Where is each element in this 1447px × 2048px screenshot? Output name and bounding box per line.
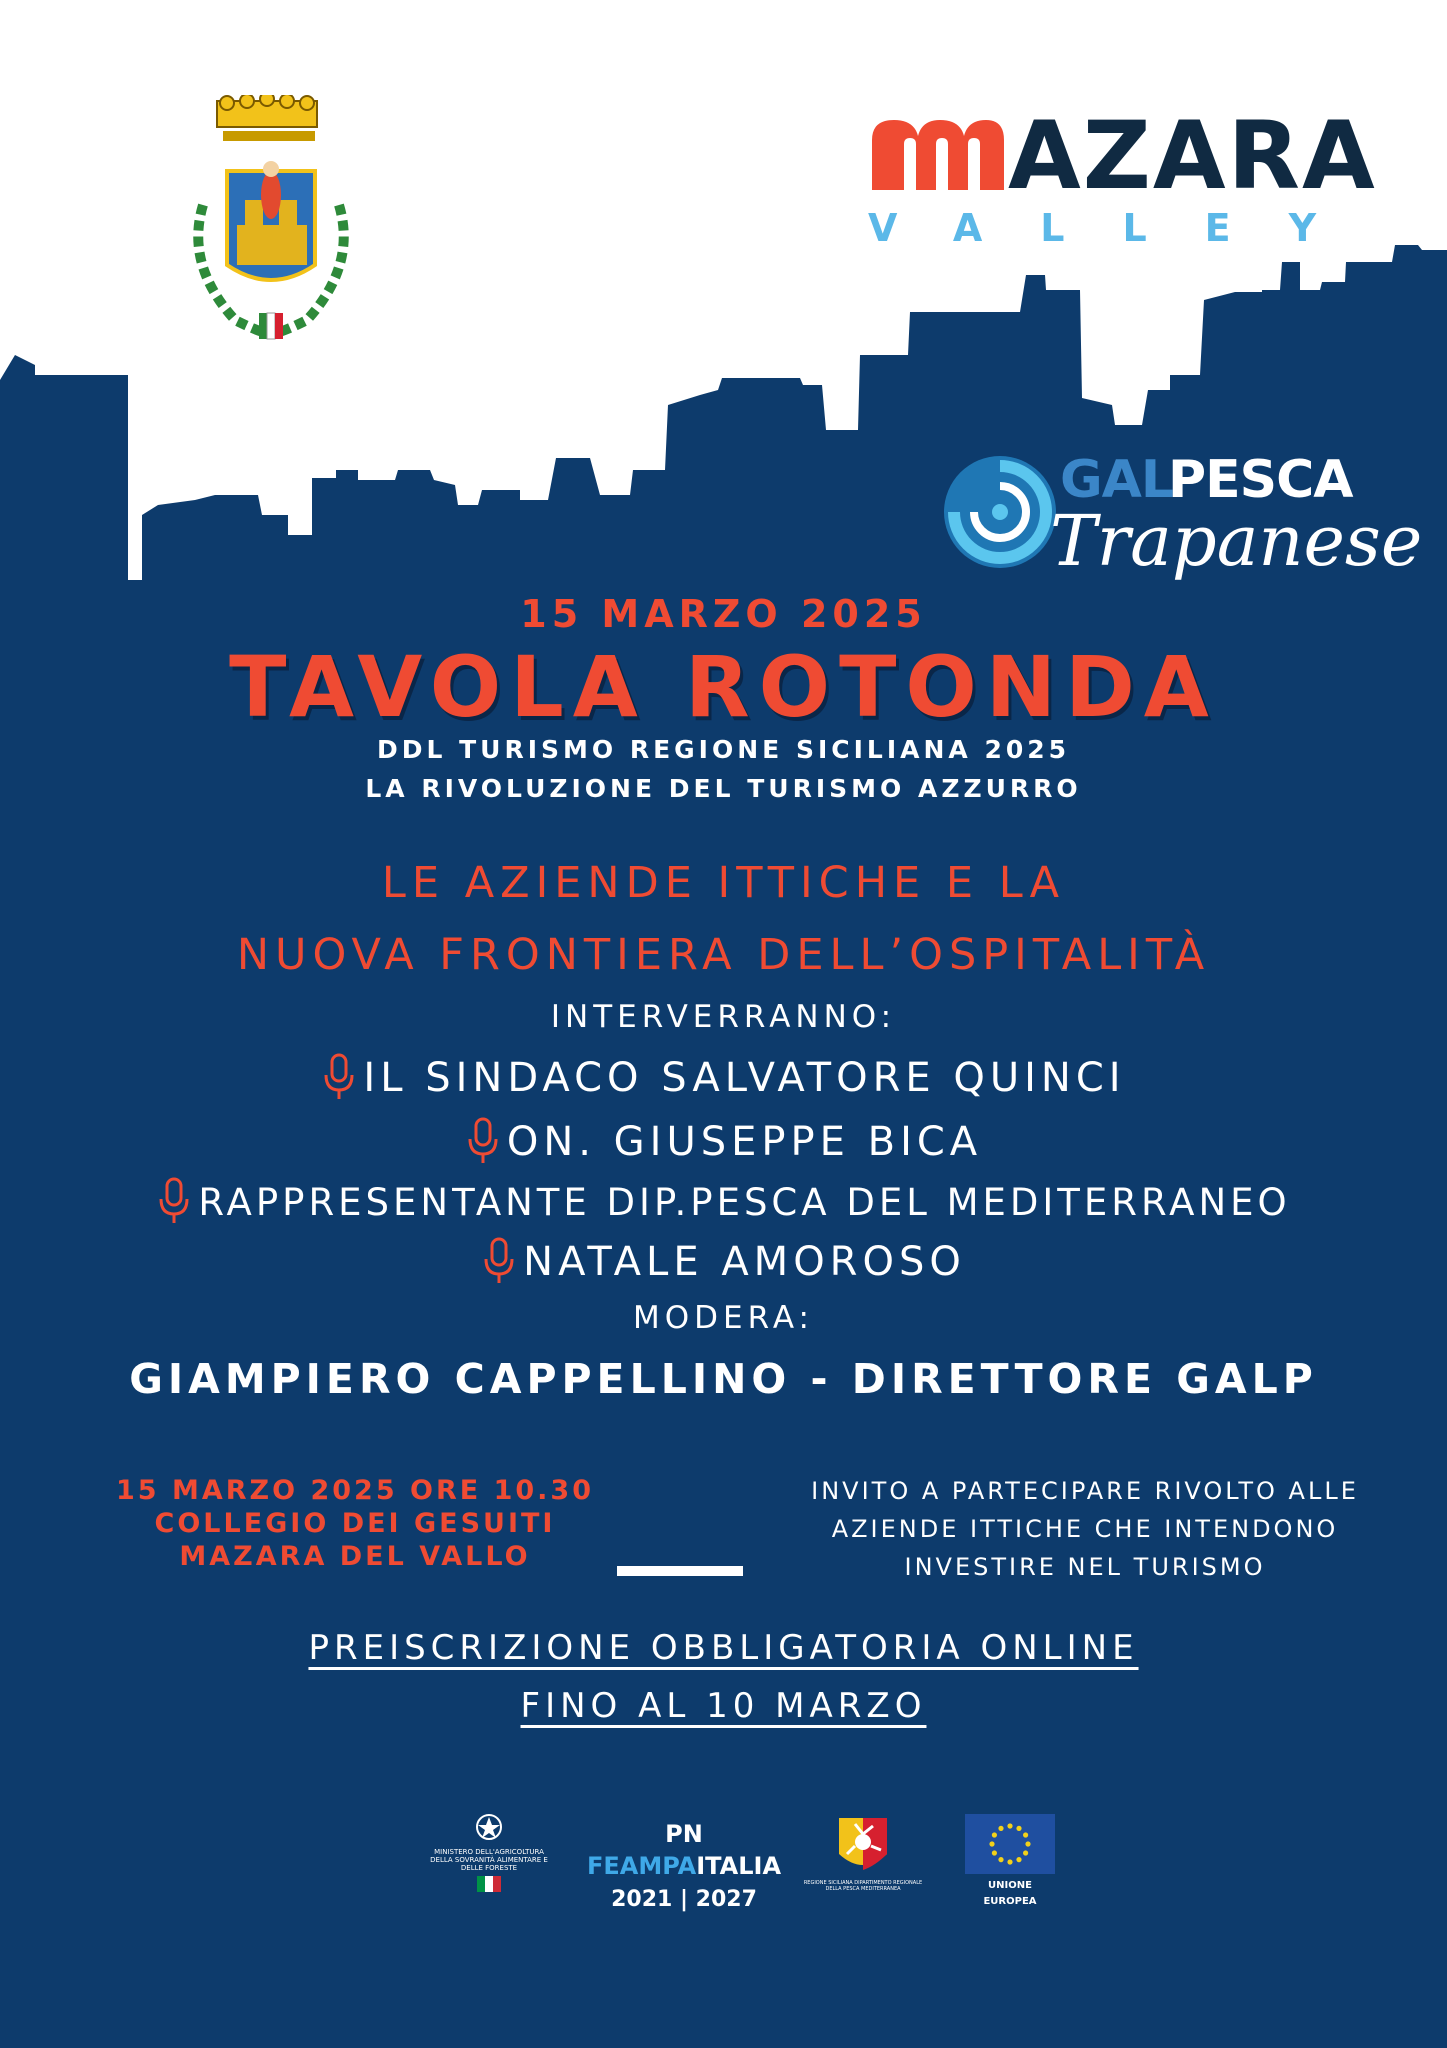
feampa-italia-text: ITALIA: [696, 1852, 782, 1880]
speakers-label: INTERVERRANNO:: [550, 999, 897, 1035]
theme-line-1: LE AZIENDE ITTICHE E LA: [381, 858, 1066, 908]
wave-swirl-icon: [940, 452, 1060, 572]
microphone-icon: [321, 1053, 357, 1103]
event-info-city: MAZARA DEL VALLO: [179, 1541, 531, 1572]
mazara-valley-logo: [868, 102, 1408, 250]
invitation-line-2: AZIENDE ITTICHE CHE INTENDONO: [831, 1515, 1339, 1543]
feampa-logo: [564, 1818, 804, 1912]
speaker-name: RAPPRESENTANTE DIP.PESCA DEL MEDITERRANEO: [198, 1180, 1291, 1224]
ministry-logo: [424, 1812, 554, 1896]
invitation-line-1: INVITO A PARTECIPARE RIVOLTO ALLE: [811, 1477, 1359, 1505]
speaker-item: [0, 1172, 1447, 1232]
microphone-icon: [481, 1237, 517, 1287]
mazara-m-mark-icon: [868, 114, 1008, 194]
regione-text: REGIONE SICILIANA DIPARTIMENTO REGIONALE DELLA PESCA MEDITERRANEA: [803, 1880, 923, 1892]
feampa-years-text: 2021 | 2027: [611, 1887, 757, 1912]
microphone-icon: [465, 1117, 501, 1167]
moderator-label: MODERA:: [633, 1300, 814, 1336]
event-info-venue: COLLEGIO DEI GESUITI: [154, 1508, 556, 1539]
regione-siciliana-logo: [800, 1814, 926, 1900]
city-coat-of-arms-logo: [175, 95, 375, 355]
speaker-name: NATALE AMOROSO: [523, 1239, 966, 1285]
trapanese-script-text: Trapanese: [1050, 500, 1423, 582]
trinacria-shield-icon: [835, 1814, 891, 1876]
moderator-name: GIAMPIERO CAPPELLINO - DIRETTORE GALP: [129, 1355, 1318, 1403]
registration-notice-line-1: PREISCRIZIONE OBBLIGATORIA ONLINE: [308, 1628, 1139, 1668]
speaker-item: [0, 1048, 1447, 1108]
invitation-line-3: INVESTIRE NEL TURISMO: [904, 1553, 1266, 1581]
feampa-name-text: FEAMPA: [586, 1852, 697, 1880]
ministry-text: MINISTERO DELL'AGRICOLTURA DELLA SOVRANITÀ ALIMENTARE E DELLE FORESTE: [430, 1848, 548, 1872]
theme-line-2: NUOVA FRONTIERA DELL’OSPITALITÀ: [236, 930, 1211, 980]
event-title: TAVOLA ROTONDA: [229, 638, 1218, 736]
eu-flag-icon: [965, 1814, 1055, 1874]
pesca-text: PESCA: [1168, 450, 1353, 510]
speaker-item: [0, 1232, 1447, 1292]
european-union-logo: [962, 1814, 1058, 1907]
speaker-name: ON. GIUSEPPE BICA: [506, 1119, 983, 1165]
speaker-item: [0, 1112, 1447, 1172]
event-subtitle-2: LA RIVOLUZIONE DEL TURISMO AZZURRO: [365, 774, 1082, 803]
event-subtitle-1: DDL TURISMO REGIONE SICILIANA 2025: [376, 735, 1071, 764]
italian-flag-icon: [477, 1876, 501, 1892]
eu-text: UNIONE EUROPEA: [983, 1880, 1037, 1907]
mazara-logo-text: AZARA: [1008, 102, 1377, 211]
italian-emblem-icon: [474, 1812, 504, 1842]
gal-text: GAL: [1060, 450, 1174, 510]
event-date-heading: 15 MARZO 2025: [520, 592, 927, 636]
valley-logo-text: VALLEY: [868, 206, 1375, 250]
microphone-icon: [156, 1177, 192, 1227]
divider-line: [617, 1566, 743, 1576]
event-info-date-time: 15 MARZO 2025 ORE 10.30: [116, 1475, 594, 1506]
gal-pesca-trapanese-logo: [940, 450, 1423, 600]
registration-notice-line-2: FINO AL 10 MARZO: [520, 1686, 927, 1726]
speaker-name: IL SINDACO SALVATORE QUINCI: [363, 1055, 1126, 1101]
feampa-pn-text: PN: [665, 1820, 703, 1848]
